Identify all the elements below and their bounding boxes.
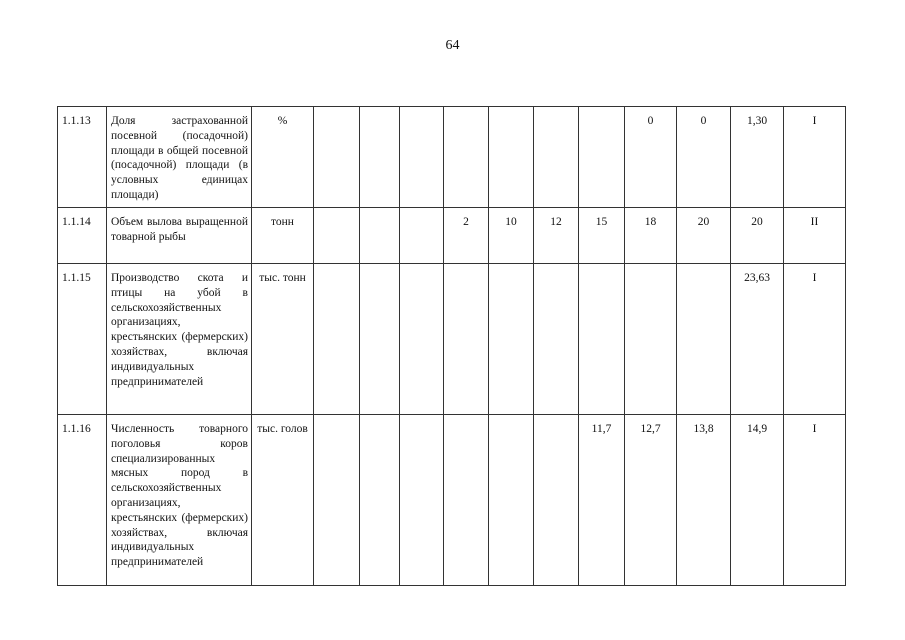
value-cell [489,107,534,208]
value-cell [360,264,400,415]
value-cell: 11,7 [579,415,625,586]
value-cell [400,415,444,586]
table-row [58,107,846,208]
unit-cell: % [252,107,314,208]
value-cell [360,107,400,208]
indicator-name-cell: Численность товарного поголовья коров специализированных мясных пород в сельскохозяйственных организациях, крестьянских (фермерских) хозяйствах, включая индивидуальных предпринимателей [107,415,252,586]
value-cell [444,415,489,586]
table-body [58,107,846,586]
value-cell: 12 [534,208,579,264]
value-cell: 14,9 [731,415,784,586]
value-cell: 0 [625,107,677,208]
value-cell [400,264,444,415]
unit-cell: тонн [252,208,314,264]
value-cell [534,415,579,586]
table-row [58,415,846,586]
value-cell: 23,63 [731,264,784,415]
value-cell: 0 [677,107,731,208]
category-cell: I [784,415,846,586]
indicator-name-cell: Доля застрахованной посевной (посадочной) площади в общей посевной (посадочной) площади (в условных единицах площади) [107,107,252,208]
value-cell: 13,8 [677,415,731,586]
value-cell [534,264,579,415]
table-row [58,264,846,415]
unit-cell: тыс. голов [252,415,314,586]
unit-cell: тыс. тонн [252,264,314,415]
category-cell: I [784,264,846,415]
value-cell: 20 [731,208,784,264]
value-cell [534,107,579,208]
value-cell [579,107,625,208]
value-cell [314,415,360,586]
value-cell [314,107,360,208]
row-number-cell: 1.1.14 [58,208,107,264]
value-cell [314,264,360,415]
value-cell: 15 [579,208,625,264]
row-number-cell: 1.1.16 [58,415,107,586]
value-cell: 12,7 [625,415,677,586]
page-number: 64 [445,38,460,53]
indicators-table [57,106,846,586]
value-cell [444,264,489,415]
indicator-name-cell: Объем вылова выращенной товарной рыбы [107,208,252,264]
value-cell [677,264,731,415]
value-cell [489,264,534,415]
indicator-name-cell: Производство скота и птицы на убой в сельскохозяйственных организациях, крестьянских (фермерских) хозяйствах, включая индивидуальных предпринимателей [107,264,252,415]
value-cell: 18 [625,208,677,264]
value-cell [489,415,534,586]
value-cell [400,107,444,208]
value-cell: 2 [444,208,489,264]
row-number-cell: 1.1.13 [58,107,107,208]
category-cell: II [784,208,846,264]
value-cell [625,264,677,415]
value-cell: 1,30 [731,107,784,208]
value-cell [579,264,625,415]
category-cell: I [784,107,846,208]
value-cell [444,107,489,208]
value-cell [360,208,400,264]
table-row [58,208,846,264]
value-cell [360,415,400,586]
value-cell [314,208,360,264]
row-number-cell: 1.1.15 [58,264,107,415]
value-cell: 10 [489,208,534,264]
value-cell: 20 [677,208,731,264]
value-cell [400,208,444,264]
